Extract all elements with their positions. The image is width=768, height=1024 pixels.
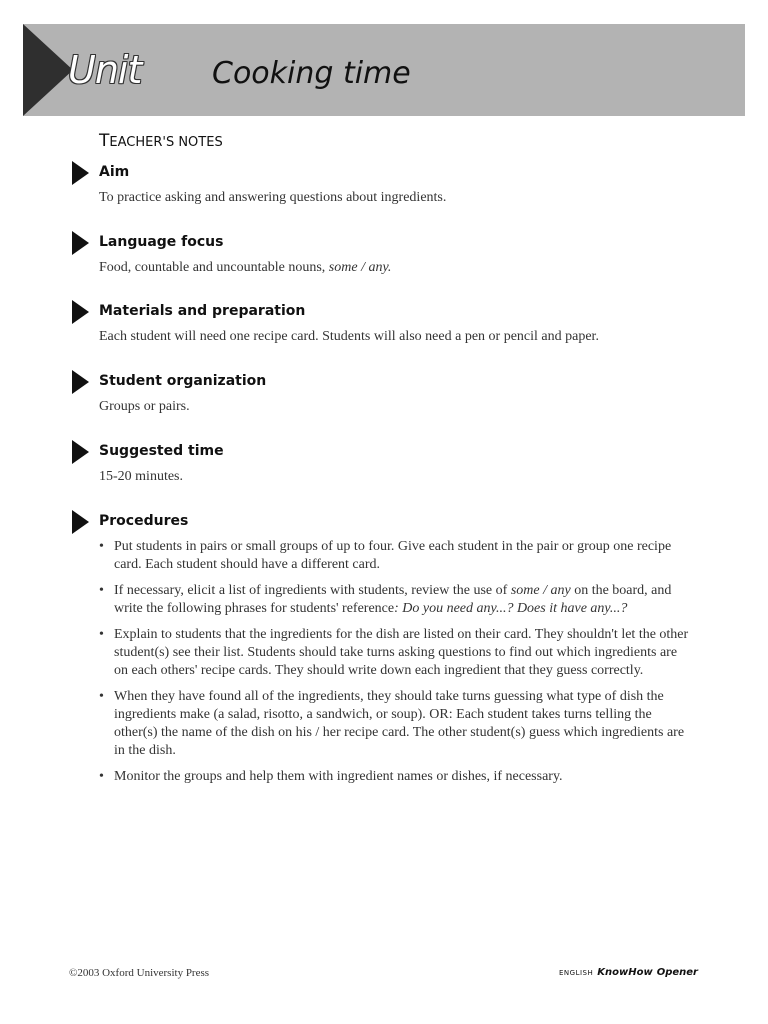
arrow-icon [72, 161, 89, 185]
bullet-icon: • [99, 627, 104, 642]
list-item-text: Put students in pairs or small groups of up to four. Give each student in the pair or group one recipe card. Each student should have a different card. [114, 539, 672, 572]
list-item-text: When they have found all of the ingredients, they should take turns guessing what type of dish the ingredients make (a salad, risotto, a sandwich, or soup). OR: Each student takes turns telling the other(s) the name of the dish on his / her recipe card. The other student(s) guess which ingredients are in the dish. [114, 689, 685, 758]
section-title: Suggested time [99, 443, 224, 459]
brand-small: ENGLISH [558, 969, 594, 977]
notes-heading-initial: T [99, 131, 110, 151]
section-body: 15-20 minutes. [99, 469, 183, 484]
section-title: Language focus [99, 234, 224, 250]
list-item-italic: some / any [510, 583, 571, 598]
list-item-text: Explain to students that the ingredients for the dish are listed on their card. They shouldn't let the other student(s) see their list. Students should take turns asking questions to find out which ingredients are on each others' recipe cards. They should write down each ingredient that they guess correctly. [114, 627, 689, 678]
section-procedures [72, 510, 692, 794]
arrow-icon [72, 510, 89, 534]
section-title: Student organization [99, 373, 267, 389]
arrow-icon [72, 370, 89, 394]
list-item [99, 768, 692, 786]
arrow-icon [72, 300, 89, 324]
list-item-italic: : Do you need any...? Does it have any...? [394, 601, 628, 616]
section-body: Groups or pairs. [99, 399, 190, 414]
section-aim [72, 161, 692, 207]
section-title: Aim [99, 164, 130, 180]
procedures-list [99, 538, 692, 786]
copyright: ©2003 Oxford University Press [69, 967, 210, 979]
page-title: Cooking time [212, 56, 411, 91]
section-title: Procedures [99, 513, 189, 529]
section-body: Each student will need one recipe card. Students will also need a pen or pencil and paper. [99, 329, 599, 344]
list-item [99, 538, 692, 574]
bullet-icon: • [99, 539, 104, 554]
section-body: To practice asking and answering questions about ingredients. [99, 190, 447, 205]
list-item [99, 688, 692, 760]
arrow-icon [72, 440, 89, 464]
list-item [99, 626, 692, 680]
list-item-text: on the board, and write the following phrases for students' reference [114, 583, 672, 616]
bullet-icon: • [99, 689, 104, 704]
notes-heading-rest: EACHER'S NOTES [109, 135, 223, 150]
section-student-organization [72, 370, 692, 416]
brand-main: KnowHow [597, 967, 653, 978]
arrow-icon [72, 231, 89, 255]
section-materials [72, 300, 692, 346]
section-suggested-time [72, 440, 692, 486]
header-triangle-icon [23, 24, 73, 116]
unit-label: Unit [68, 48, 142, 92]
section-language-focus [72, 231, 692, 277]
brand-logo [559, 966, 698, 980]
section-body-text: Food, countable and uncountable nouns, [99, 260, 329, 275]
section-body [99, 259, 692, 277]
list-item-text: If necessary, elicit a list of ingredients with students, review the use of [114, 583, 511, 598]
brand-level: Opener [656, 967, 698, 978]
bullet-icon: • [99, 583, 104, 598]
bullet-icon: • [99, 769, 104, 784]
notes-heading [99, 130, 223, 154]
list-item [99, 582, 692, 618]
section-title: Materials and preparation [99, 303, 306, 319]
section-body-italic: some / any. [328, 260, 392, 275]
list-item-text: Monitor the groups and help them with ingredient names or dishes, if necessary. [114, 769, 563, 784]
